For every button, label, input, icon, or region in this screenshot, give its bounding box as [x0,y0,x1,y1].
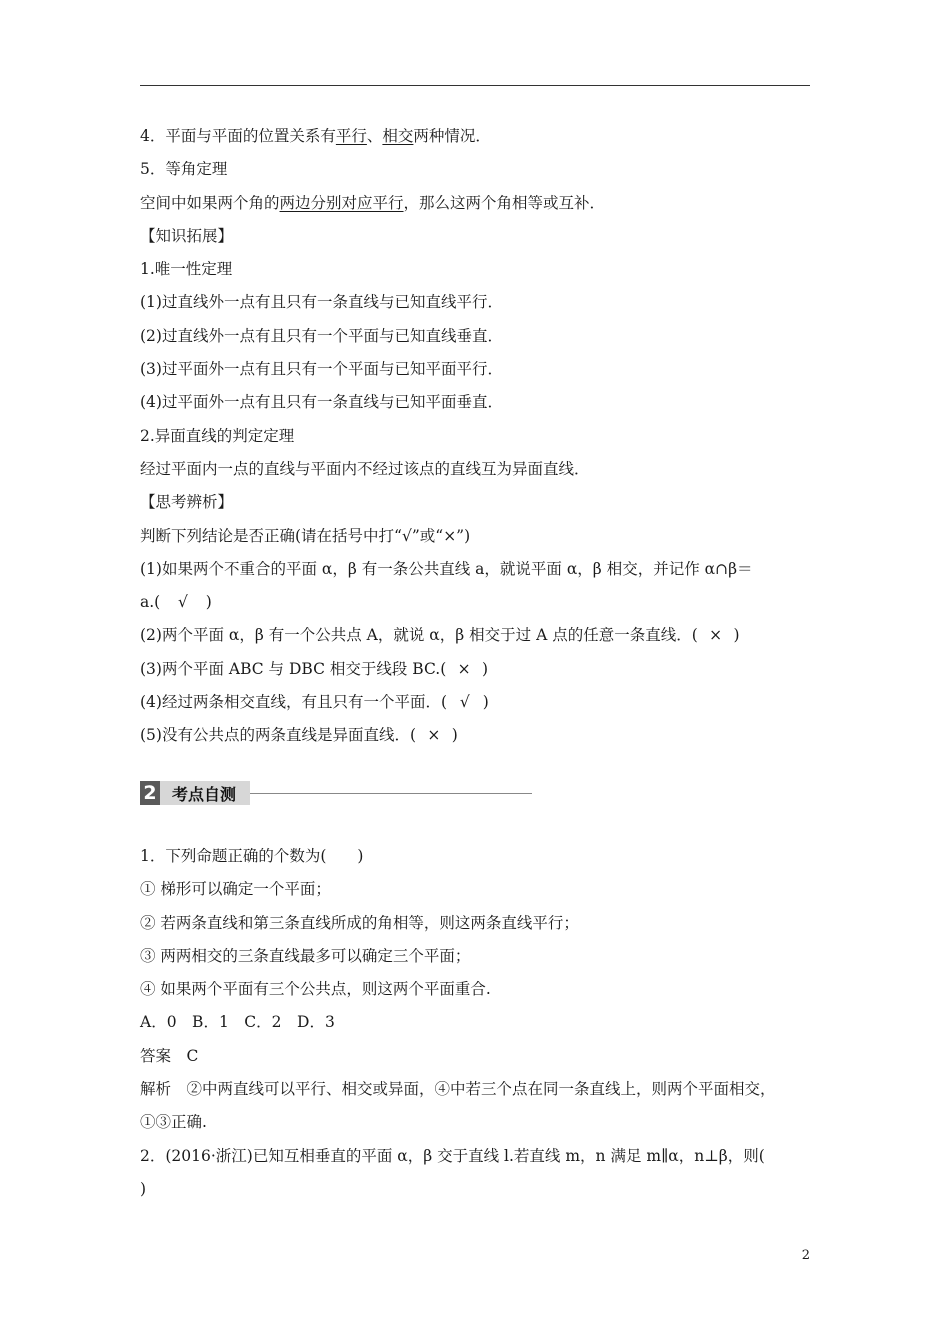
content-section-2 [140,840,812,1206]
heading-equal-angle-theorem: 5．等角定理 [140,160,228,179]
text: a.( [140,593,161,612]
option: ④ 如果两个平面有三个公共点，则这两个平面重合. [140,980,491,999]
text: ) [481,659,489,678]
underlined-answer: 相交 [382,127,414,145]
text: 、 [366,127,383,145]
top-rule [140,85,810,86]
answer: 答案 C [140,1046,199,1065]
option: ① 梯形可以确定一个平面； [140,880,331,899]
text: ) [205,593,212,612]
text-line [140,719,812,752]
option: ② 若两条直线和第三条直线所成的角相等，则这两条直线平行； [140,913,579,932]
text-line [140,653,812,686]
text-line: (4)过平面外一点有且只有一条直线与已知平面垂直． [140,393,503,412]
text: (4)经过两条相交直线，有且只有一个平面．( [140,693,448,712]
subheading: 2.异面直线的判定定理 [140,426,295,445]
text-line: 经过平面内一点的直线与平面内不经过该点的直线互为异面直线． [140,459,590,478]
subheading: 1.唯一性定理 [140,260,233,279]
heading-think-discriminate: 【思考辨析】 [140,493,234,512]
text-line: 判断下列结论是否正确(请在括号中打“√”或“×”) [140,526,471,545]
text-line [140,120,812,153]
text-line [140,619,812,652]
choices: A．0 B．1 C．2 D．3 [140,1013,335,1032]
question-2: 2．(2016·浙江)已知互相垂直的平面 α，β 交于直线 l.若直线 m，n 满足 m∥α，n⊥β，则( [140,1146,765,1165]
text: (2)两个平面 α，β 有一个公共点 A，就说 α，β 相交于过 A 点的任意一条直线．( [140,626,698,645]
page-number: 2 [801,1248,810,1263]
underlined-answer: 平行 [335,127,367,145]
content-section-1 [140,120,812,753]
text: 空间中如果两个角的 [140,193,280,212]
cross-mark: × [427,726,441,745]
text: (3)两个平面 ABC 与 DBC 相交于线段 BC.( [140,659,447,678]
heading-knowledge-extension: 【知识拓展】 [140,226,234,245]
section-header [140,778,532,808]
text-line [140,686,812,719]
text-line: (3)过平面外一点有且只有一个平面与已知平面平行． [140,360,503,379]
check-mark: √ [178,593,188,612]
cross-mark: × [457,659,471,678]
section-title: 考点自测 [160,781,250,805]
text: (5)没有公共点的两条直线是异面直线．( [140,726,417,745]
question-2-cont: ) [140,1179,147,1198]
section-rule [250,793,532,794]
text-line: (2)过直线外一点有且只有一个平面与已知直线垂直． [140,326,503,345]
text-line: (1)如果两个不重合的平面 α，β 有一条公共直线 a，就说平面 α，β 相交，并记作 α∩β＝ [140,559,753,578]
cross-mark: × [709,626,723,645]
text-line: (1)过直线外一点有且只有一条直线与已知直线平行． [140,293,503,312]
check-mark: √ [459,693,470,712]
text-line [140,586,812,619]
option: ③ 两两相交的三条直线最多可以确定三个平面； [140,946,471,965]
text: ) [482,693,489,712]
text: 两种情况． [413,127,491,145]
section-number-badge: 2 [140,781,160,805]
text: 4．平面与平面的位置关系有 [140,127,336,145]
text: ) [451,726,458,745]
text-line [140,187,812,220]
analysis: 解析 ②中两直线可以平行、相交或异面，④中若三个点在同一条直线上，则两个平面相交， [140,1080,776,1099]
analysis: ①③正确. [140,1113,207,1132]
question-1: 1．下列命题正确的个数为( ) [140,847,364,865]
text: ) [733,626,740,645]
underlined-answer: 两边分别对应平行 [279,193,404,212]
text: ，那么这两个角相等或互补． [403,193,606,212]
